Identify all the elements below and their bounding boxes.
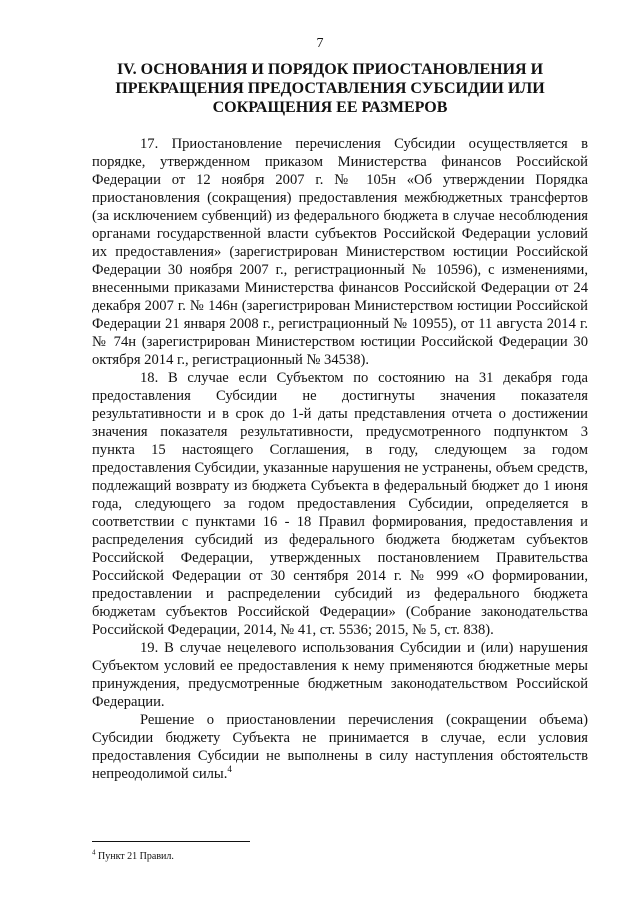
footnote-marker: 4 [92, 848, 96, 857]
footnote [92, 848, 174, 863]
footnote-text: Пункт 21 Правил. [98, 851, 174, 862]
paragraph-17: 17. Приостановление перечисления Субсидии осуществляется в порядке, утвержденном приказом Министерства финансов Российской Федерации от 12 ноября 2007 г. № 105н «Об утверждении Порядка приостановления (сокращения) предоставления межбюджетных трансфертов (за исключением субвенций) из федерального бюджета в случае несоблюдения органами государственной власти субъектов Российской Федерации условий их предоставления» (зарегистрирован Министерством юстиции Российской Федерации 30 ноября 2007 г., регистрационный № 10596), с изменениями, внесенными приказами Министерства финансов Российской Федерации от 24 декабря 2007 г. № 146н (зарегистрирован Министерством юстиции Российской Федерации 21 января 2008 г., регистрационный № 10955), от 11 августа 2014 г. № 74н (зарегистрирован Министерством юстиции Российской Федерации 30 октября 2014 г., регистрационный № 34538). [92, 136, 588, 368]
heading-line: СОКРАЩЕНИЯ ЕЕ РАЗМЕРОВ [212, 99, 448, 116]
force-majeure-text: Решение о приостановлении перечисления (сокращении объема) Субсидии бюджету Субъекта не принимается в случае, если условия предоставления Субсидии не выполнены в силу наступления обстоятельств непреодолимой силы. [92, 712, 588, 782]
heading-line: IV. ОСНОВАНИЯ И ПОРЯДОК ПРИОСТАНОВЛЕНИЯ И [116, 61, 544, 78]
section-heading [110, 60, 550, 117]
footnote-reference[interactable]: 4 [227, 764, 232, 775]
page-number: 7 [316, 36, 324, 51]
body-text [92, 135, 588, 783]
heading-line: ПРЕКРАЩЕНИЯ ПРЕДОСТАВЛЕНИЯ СУБСИДИИ ИЛИ [115, 80, 545, 97]
paragraph-18: 18. В случае если Субъектом по состоянию на 31 декабря года предоставления Субсидии не достигнуты значения показателя результативности и в срок до 1-й даты представления отчета о достижении значения показателя результативности, предусмотренного подпунктом 3 пункта 15 настоящего Соглашения, в году, следующем за годом предоставления Субсидии, указанные нарушения не устранены, объем средств, подлежащий возврату из бюджета Субъекта в федеральный бюджет до 1 июня года, следующего за годом предоставления Субсидии, определяется в соответствии с пунктами 16 - 18 Правил формирования, предоставления и распределения субсидий из федерального бюджета бюджетам субъектов Российской Федерации, утвержденных постановлением Правительства Российской Федерации от 30 сентября 2014 г. № 999 «О формировании, предоставлении и распределении субсидий из федерального бюджета бюджетам субъектов Российской Федерации» (Собрание законодательства Российской Федерации, 2014, № 41, ст. 5536; 2015, № 5, ст. 838). [92, 370, 588, 638]
footnote-separator [92, 841, 250, 842]
force-majeure-paragraph [92, 711, 588, 783]
paragraph-19: 19. В случае нецелевого использования Субсидии и (или) нарушения Субъектом условий ее предоставления к нему применяются бюджетные меры принуждения, предусмотренные бюджетным законодательством Российской Федерации. [92, 640, 588, 710]
